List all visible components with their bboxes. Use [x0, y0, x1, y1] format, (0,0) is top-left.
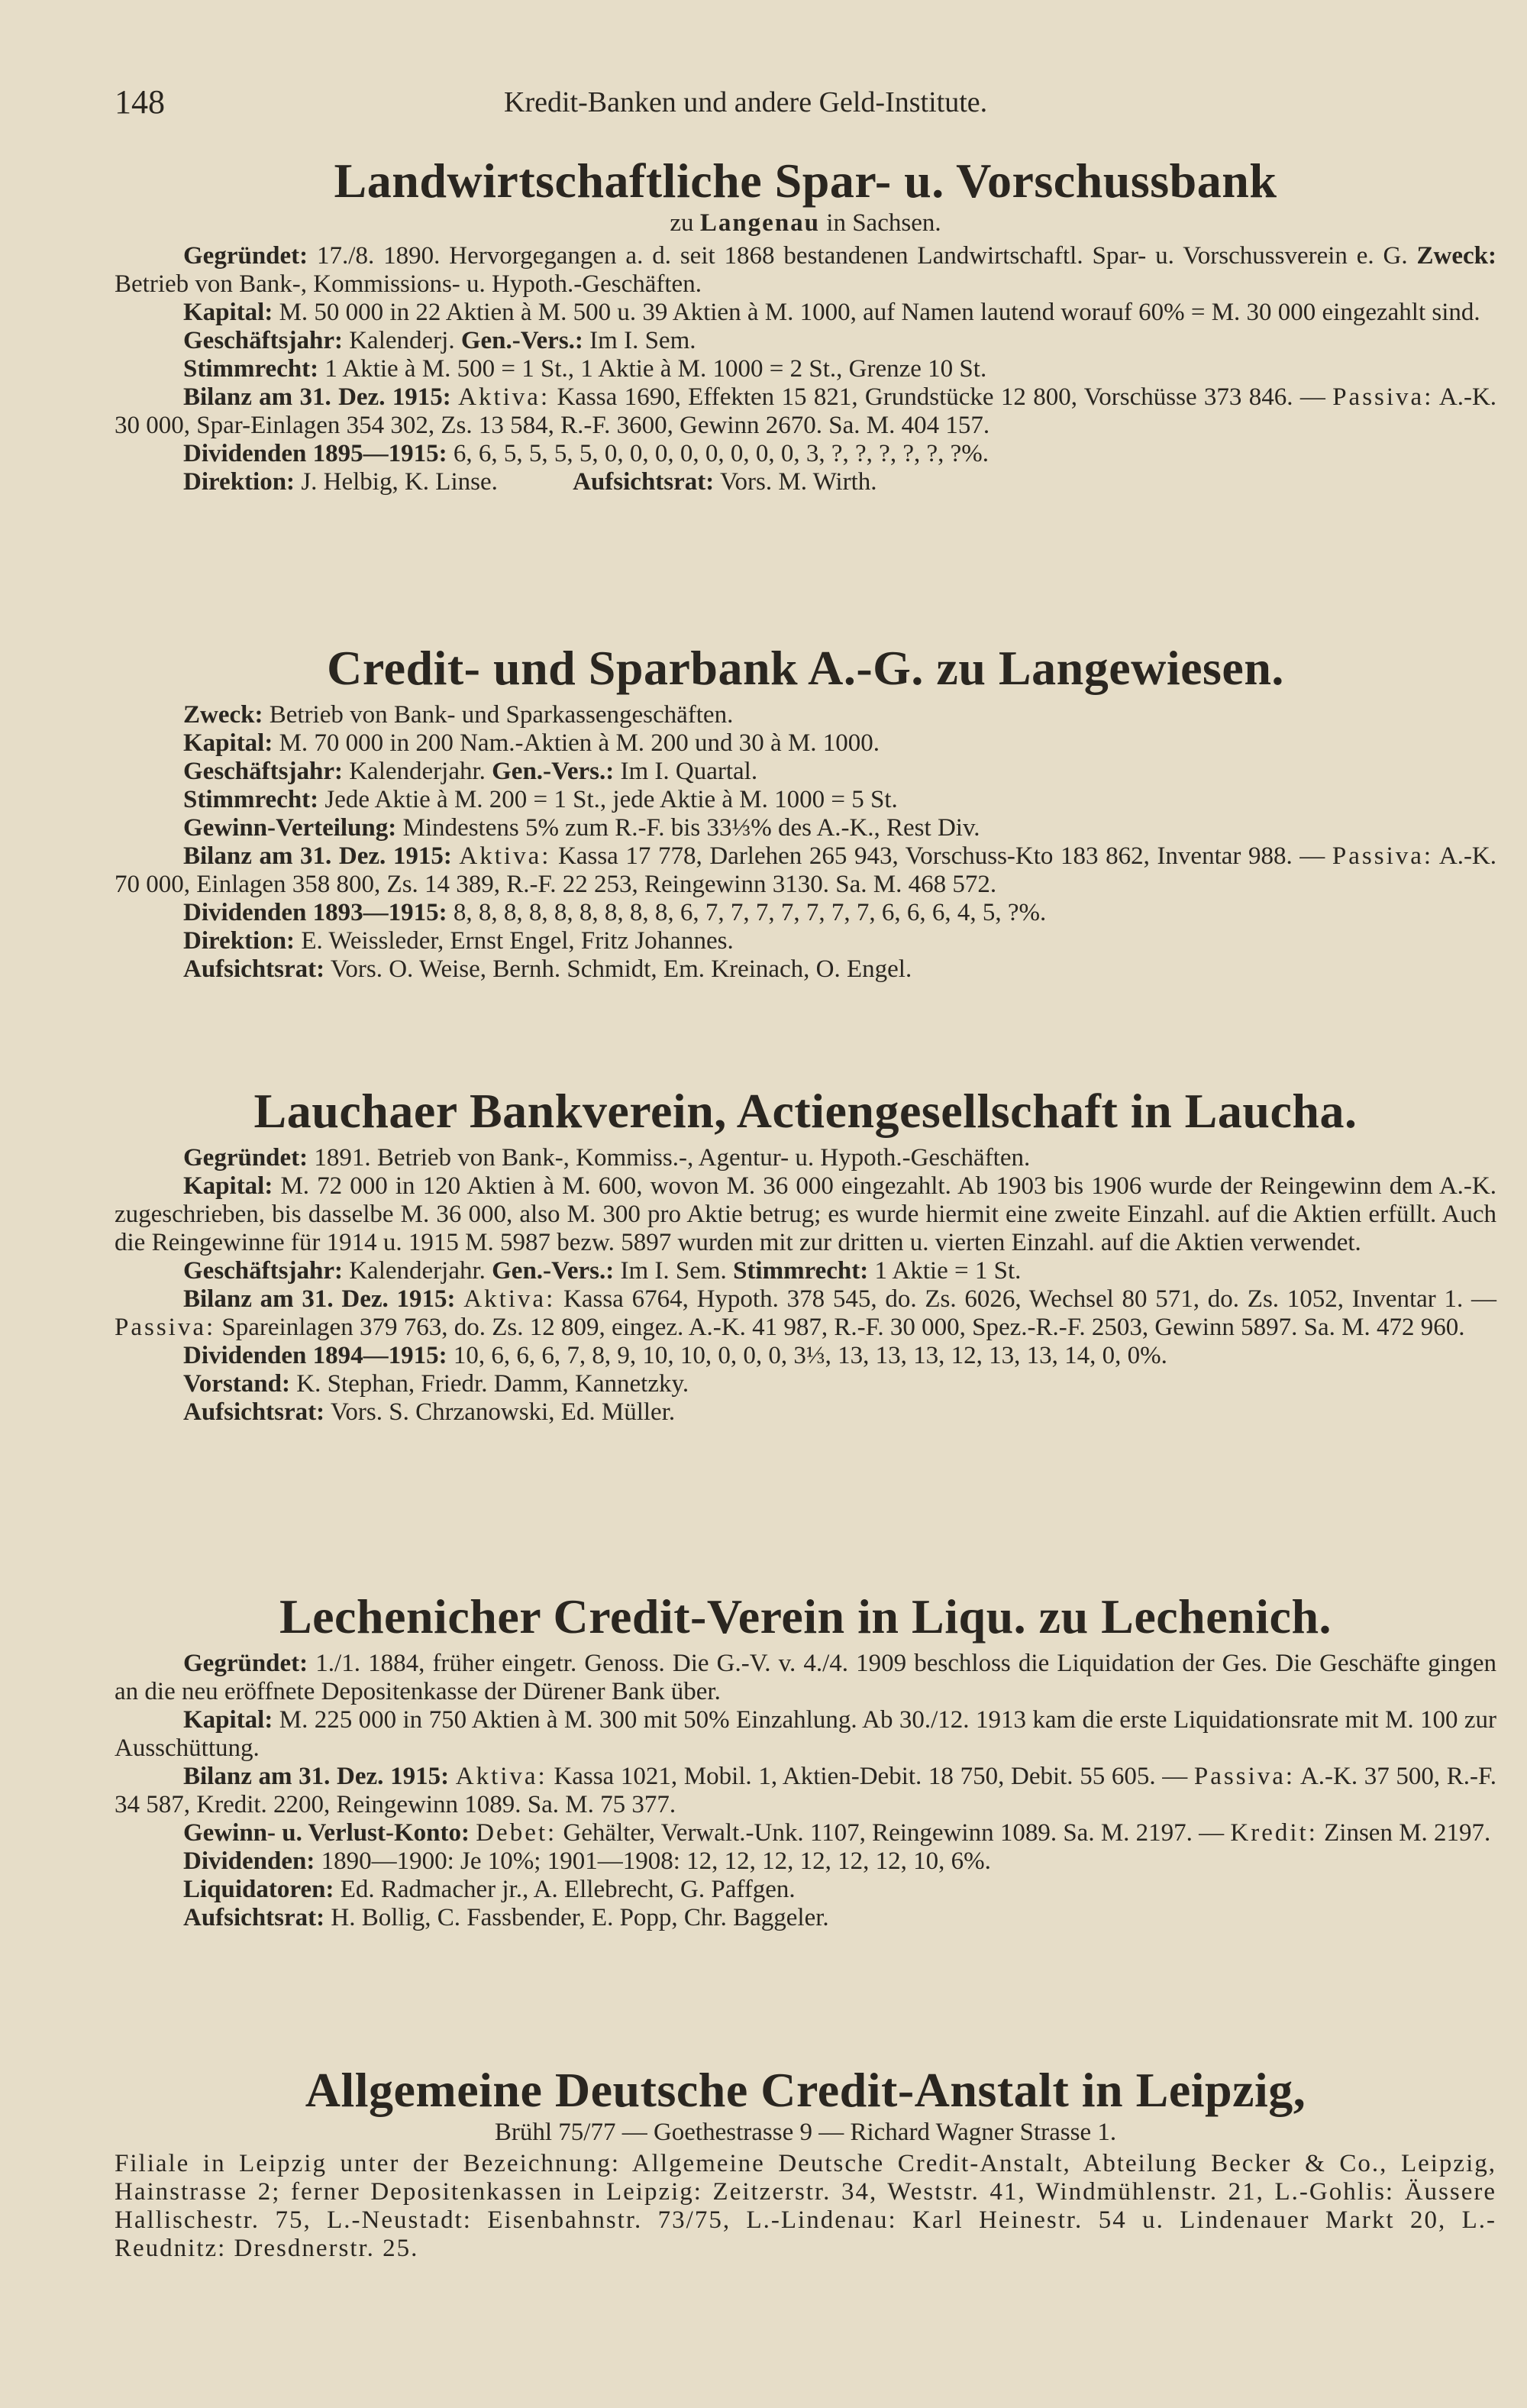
dividends-line: Dividenden: 1890—1900: Je 10%; 1901—1908: 12, 12, 12, 12, 12, 12, 10, 6%.: [183, 1847, 991, 1875]
entry-leipzig: [115, 2062, 1496, 2263]
purpose-line: Zweck: Betrieb von Bank- und Sparkassengeschäften.: [183, 701, 734, 729]
entry-address: Brühl 75/77 — Goethestrasse 9 — Richard Wagner Strasse 1.: [494, 2119, 1117, 2146]
founded-paragraph: Gegründet: 17./8. 1890. Hervorgegangen a. d. seit 1868 bestandenen Landwirtschaftl. Spar- u. Vorschussverein e. G. Zweck: Betrieb von Bank-, Kommissions- u. Hypoth.-Geschäften.: [115, 242, 1497, 298]
dividends-line: Dividenden 1895—1915: 6, 6, 5, 5, 5, 5, 0, 0, 0, 0, 0, 0, 0, 0, 3, ?, ?, ?, ?, ?, ?%.: [183, 440, 989, 467]
supervisory-board-line: Aufsichtsrat: Vors. O. Weise, Bernh. Schmidt, Em. Kreinach, O. Engel.: [183, 955, 912, 983]
balance-paragraph: Bilanz am 31. Dez. 1915: Aktiva: Kassa 17 778, Darlehen 265 943, Vorschuss-Kto 183 862, Inventar 988. — Passiva: A.-K. 70 000, Einlagen 358 800, Zs. 14 389, R.-F. 22 253, Reingewinn 3130. Sa. M. 468 572.: [115, 842, 1497, 898]
fiscal-year-line: Geschäftsjahr: Kalenderjahr. Gen.-Vers.: Im I. Sem. Stimmrecht: 1 Aktie = 1 St.: [183, 1257, 1022, 1285]
branches-paragraph: Filiale in Leipzig unter der Bezeichnung: Allgemeine Deutsche Credit-Anstalt, Abteilung Becker & Co., Leipzig, Hainstrasse 2; ferner Depositenkassen in Leipzig: Zeitzerstr. 34, Weststr. 41, Windmühlenstr. 21, L.-Gohlis: Äussere Hallischestr. 75, L.-Neustadt: Eisenbahnstr. 73/75, L.-Lindenau: Karl Heinestr. 54 u. Lindenauer Markt 20, L.-Reudnitz: Dresdnerstr. 25.: [115, 2150, 1496, 2262]
entry-title: Landwirtschaftliche Spar- u. Vorschussbank: [334, 154, 1277, 208]
entry-title: Lauchaer Bankverein, Actiengesellschaft in Laucha.: [253, 1084, 1358, 1138]
entry-langenau: [115, 153, 1496, 496]
fiscal-year-line: Geschäftsjahr: Kalenderj. Gen.-Vers.: Im I. Sem.: [183, 327, 696, 354]
balance-paragraph: Bilanz am 31. Dez. 1915: Aktiva: Kassa 6764, Hypoth. 378 545, do. Zs. 6026, Wechsel 80 571, do. Zs. 1052, Inventar 1. — Passiva: Spareinlagen 379 763, do. Zs. 12 809, eingez. A.-K. 41 987, R.-F. 30 000, Spez.-R.-F. 2503, Gewinn 5897. Sa. M. 472 960.: [115, 1285, 1497, 1341]
dividends-line: Dividenden 1893—1915: 8, 8, 8, 8, 8, 8, 8, 8, 8, 6, 7, 7, 7, 7, 7, 7, 7, 6, 6, 6, 4, 5, ?%.: [183, 899, 1047, 926]
founded-paragraph: Gegründet: 1./1. 1884, früher eingetr. Genoss. Die G.-V. v. 4./4. 1909 beschloss die Liquidation der Ges. Die Geschäfte gingen an die neu eröffnete Depositenkasse der Dürener Bank über.: [115, 1650, 1496, 1705]
profit-distribution-line: Gewinn-Verteilung: Mindestens 5% zum R.-F. bis 33⅓% des A.-K., Rest Div.: [183, 814, 980, 842]
entry-title: Credit- und Sparbank A.-G. zu Langewiesen.: [327, 641, 1284, 695]
supervisory-board-line: Aufsichtsrat: Vors. S. Chrzanowski, Ed. Müller.: [183, 1398, 676, 1426]
voting-rights-line: Stimmrecht: Jede Aktie à M. 200 = 1 St., jede Aktie à M. 1000 = 5 St.: [183, 786, 898, 813]
founded-line: Gegründet: 1891. Betrieb von Bank-, Kommiss.-, Agentur- u. Hypoth.-Geschäften.: [183, 1144, 1031, 1172]
capital-line: Kapital: M. 70 000 in 200 Nam.-Aktien à M. 200 und 30 à M. 1000.: [183, 729, 880, 757]
running-head: Kredit-Banken und andere Geld-Institute.: [504, 86, 988, 118]
balance-paragraph: Bilanz am 31. Dez. 1915: Aktiva: Kassa 1690, Effekten 15 821, Grundstücke 12 800, Vorschüsse 373 846. — Passiva: A.-K. 30 000, Spar-Einlagen 354 302, Zs. 13 584, R.-F. 3600, Gewinn 2670. Sa. M. 404 157.: [115, 383, 1497, 439]
page-number: 148: [115, 83, 165, 121]
management-line: Direktion: J. Helbig, K. Linse. Aufsichtsrat: Vors. M. Wirth.: [183, 468, 877, 496]
place-name: Langenau: [699, 209, 821, 237]
entry-laucha: [115, 1083, 1496, 1427]
supervisory-board-line: Aufsichtsrat: H. Bollig, C. Fassbender, E. Popp, Chr. Baggeler.: [183, 1904, 829, 1931]
entry-langewiesen: [115, 640, 1496, 984]
dividends-line: Dividenden 1894—1915: 10, 6, 6, 6, 7, 8, 9, 10, 10, 0, 0, 0, 3⅓, 13, 13, 13, 12, 13, 13, 14, 0, 0%.: [183, 1342, 1167, 1369]
capital-paragraph: Kapital: M. 50 000 in 22 Aktien à M. 500 u. 39 Aktien à M. 1000, auf Namen lautend worauf 60% = M. 30 000 eingezahlt sind.: [183, 299, 1480, 326]
entry-lechenich: [115, 1589, 1496, 1932]
board-line: Vorstand: K. Stephan, Friedr. Damm, Kannetzky.: [183, 1370, 689, 1398]
directors-line: Direktion: E. Weissleder, Ernst Engel, Fritz Johannes.: [183, 927, 734, 955]
entry-title: Allgemeine Deutsche Credit-Anstalt in Leipzig,: [305, 2063, 1306, 2117]
balance-paragraph: Bilanz am 31. Dez. 1915: Aktiva: Kassa 1021, Mobil. 1, Aktien-Debit. 18 750, Debit. 55 605. — Passiva: A.-K. 37 500, R.-F. 34 587, Kredit. 2200, Reingewinn 1089. Sa. M. 75 377.: [115, 1763, 1497, 1818]
entry-subtitle: zu Langenau in Sachsen.: [670, 209, 941, 237]
capital-paragraph: Kapital: M. 72 000 in 120 Aktien à M. 600, wovon M. 36 000 eingezahlt. Ab 1903 bis 1906 wurde der Reingewinn dem A.-K. zugeschrieben, bis dasselbe M. 36 000, also M. 300 pro Aktie betrug; es wurde hiermit eine zweite Einzahl. auf die Aktien erfüllt. Auch die Reingewinne für 1914 u. 1915 M. 5987 bezw. 5897 wurden mit zur dritten u. vierten Einzahl. auf die Aktien verwendet.: [115, 1172, 1496, 1256]
entry-title: Lechenicher Credit-Verein in Liqu. zu Lechenich.: [279, 1589, 1332, 1644]
profit-loss-paragraph: Gewinn- u. Verlust-Konto: Debet: Gehälter, Verwalt.-Unk. 1107, Reingewinn 1089. Sa. M. 2197. — Kredit: Zinsen M. 2197.: [183, 1819, 1491, 1847]
liquidators-line: Liquidatoren: Ed. Radmacher jr., A. Ellebrecht, G. Paffgen.: [183, 1876, 796, 1903]
capital-paragraph: Kapital: M. 225 000 in 750 Aktien à M. 300 mit 50% Einzahlung. Ab 30./12. 1913 kam die erste Liquidationsrate mit M. 100 zur Ausschüttung.: [115, 1706, 1497, 1762]
page-header: [115, 82, 1496, 128]
fiscal-year-line: Geschäftsjahr: Kalenderjahr. Gen.-Vers.: Im I. Quartal.: [183, 758, 758, 785]
voting-rights-line: Stimmrecht: 1 Aktie à M. 500 = 1 St., 1 Aktie à M. 1000 = 2 St., Grenze 10 St.: [183, 355, 987, 383]
